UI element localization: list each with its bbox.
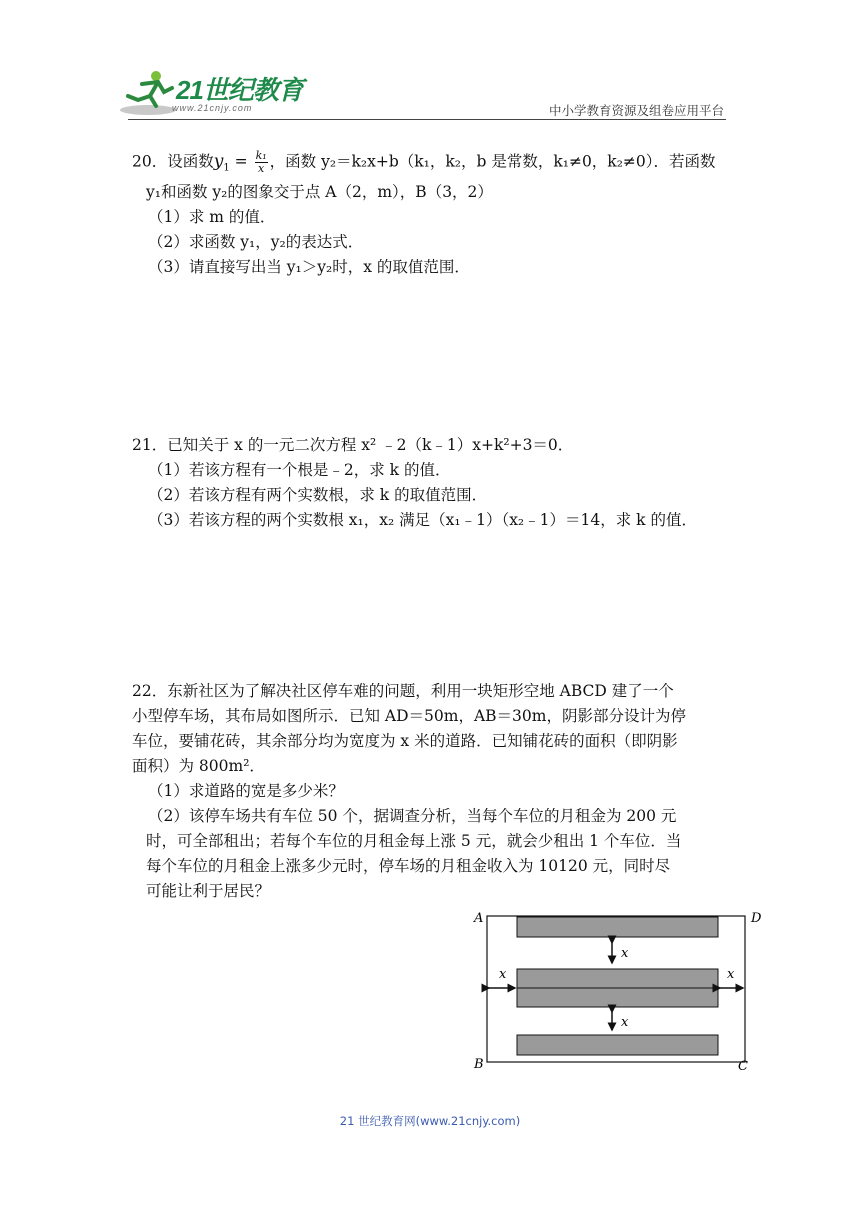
parking-strip-top <box>517 917 718 937</box>
label-b: B <box>474 1057 484 1072</box>
q21-line1: 21．已知关于 x 的一元二次方程 x² ﹣2（k﹣1）x+k²+3＝0． <box>132 436 574 454</box>
q20-fn-var: y <box>213 151 224 172</box>
label-x-left: x <box>499 967 507 982</box>
q20-frac-num: k₁ <box>255 149 267 162</box>
q20-fn-eq: = <box>229 152 253 171</box>
q22-part2-l4: 可能让利于居民？ <box>146 882 271 900</box>
q20-fn-sub: 1 <box>223 162 230 174</box>
q22-line3: 车位，要铺花砖，其余部分均为宽度为 x 米的道路．已知铺花砖的面积（即阴影 <box>132 732 678 750</box>
logo-url: www.21cnjy.com <box>172 103 253 113</box>
q22-part2-l3: 每个车位的月租金上涨多少元时，停车场的月租金收入为 10120 元，同时尽 <box>146 857 671 875</box>
q20-part3: （3）请直接写出当 y₁＞y₂时，x 的取值范围． <box>148 258 470 276</box>
q21-part2: （2）若该方程有两个实数根，求 k 的取值范围． <box>148 486 488 504</box>
q20-fraction <box>255 150 268 175</box>
q22-part2-l2: 时，可全部租出；若每个车位的月租金每上涨 5 元，就会少租出 1 个车位．当 <box>146 832 682 850</box>
q20-line1 <box>132 150 716 175</box>
footer-source: 21 世纪教育网(www.21cnjy.com) <box>339 1114 521 1128</box>
q21-part1: （1）若该方程有一个根是﹣2，求 k 的值． <box>148 461 451 479</box>
label-x-bottom: x <box>621 1015 629 1030</box>
parking-strip-middle-upper <box>517 969 718 988</box>
q20-part2: （2）求函数 y₁，y₂的表达式． <box>148 233 364 251</box>
logo-wordmark: 21世纪教育 <box>176 75 303 105</box>
parking-lot-diagram <box>470 906 770 1076</box>
q22-line2: 小型停车场，其布局如图所示．已知 AD＝50m，AB＝30m，阴影部分设计为停 <box>132 707 686 725</box>
q20-line2: y₁和函数 y₂的图象交于点 A（2，m），B（3，2） <box>146 183 493 201</box>
q20-lead: 20．设函数 <box>132 152 214 171</box>
label-c: C <box>738 1059 748 1074</box>
label-d: D <box>751 911 762 926</box>
label-a: A <box>474 911 484 926</box>
q22-line1: 22．东新社区为了解决社区停车难的问题，利用一块矩形空地 ABCD 建了一个 <box>132 682 674 700</box>
label-x-right: x <box>727 967 735 982</box>
q20-frac-den: x <box>257 162 265 175</box>
parking-strip-bottom <box>517 1035 718 1055</box>
header-divider <box>128 119 726 120</box>
q22-part1: （1）求道路的宽是多少米？ <box>148 782 344 800</box>
q20-rest: ，函数 y₂＝k₂x+b（k₁，k₂，b 是常数，k₁≠0，k₂≠0）．若函数 <box>269 152 716 171</box>
platform-name: 中小学教育资源及组卷应用平台 <box>548 103 724 118</box>
parking-strip-middle-lower <box>517 988 718 1007</box>
q21-part3: （3）若该方程的两个实数根 x₁，x₂ 满足（x₁﹣1）（x₂﹣1）＝14，求 k 的值． <box>148 511 697 529</box>
label-x-top: x <box>621 946 629 961</box>
q20-part1: （1）求 m 的值． <box>148 208 276 226</box>
q22-part2-l1: （2）该停车场共有车位 50 个，据调查分析，当每个车位的月租金为 200 元 <box>148 807 677 825</box>
q22-line4: 面积）为 800m²． <box>132 757 265 775</box>
